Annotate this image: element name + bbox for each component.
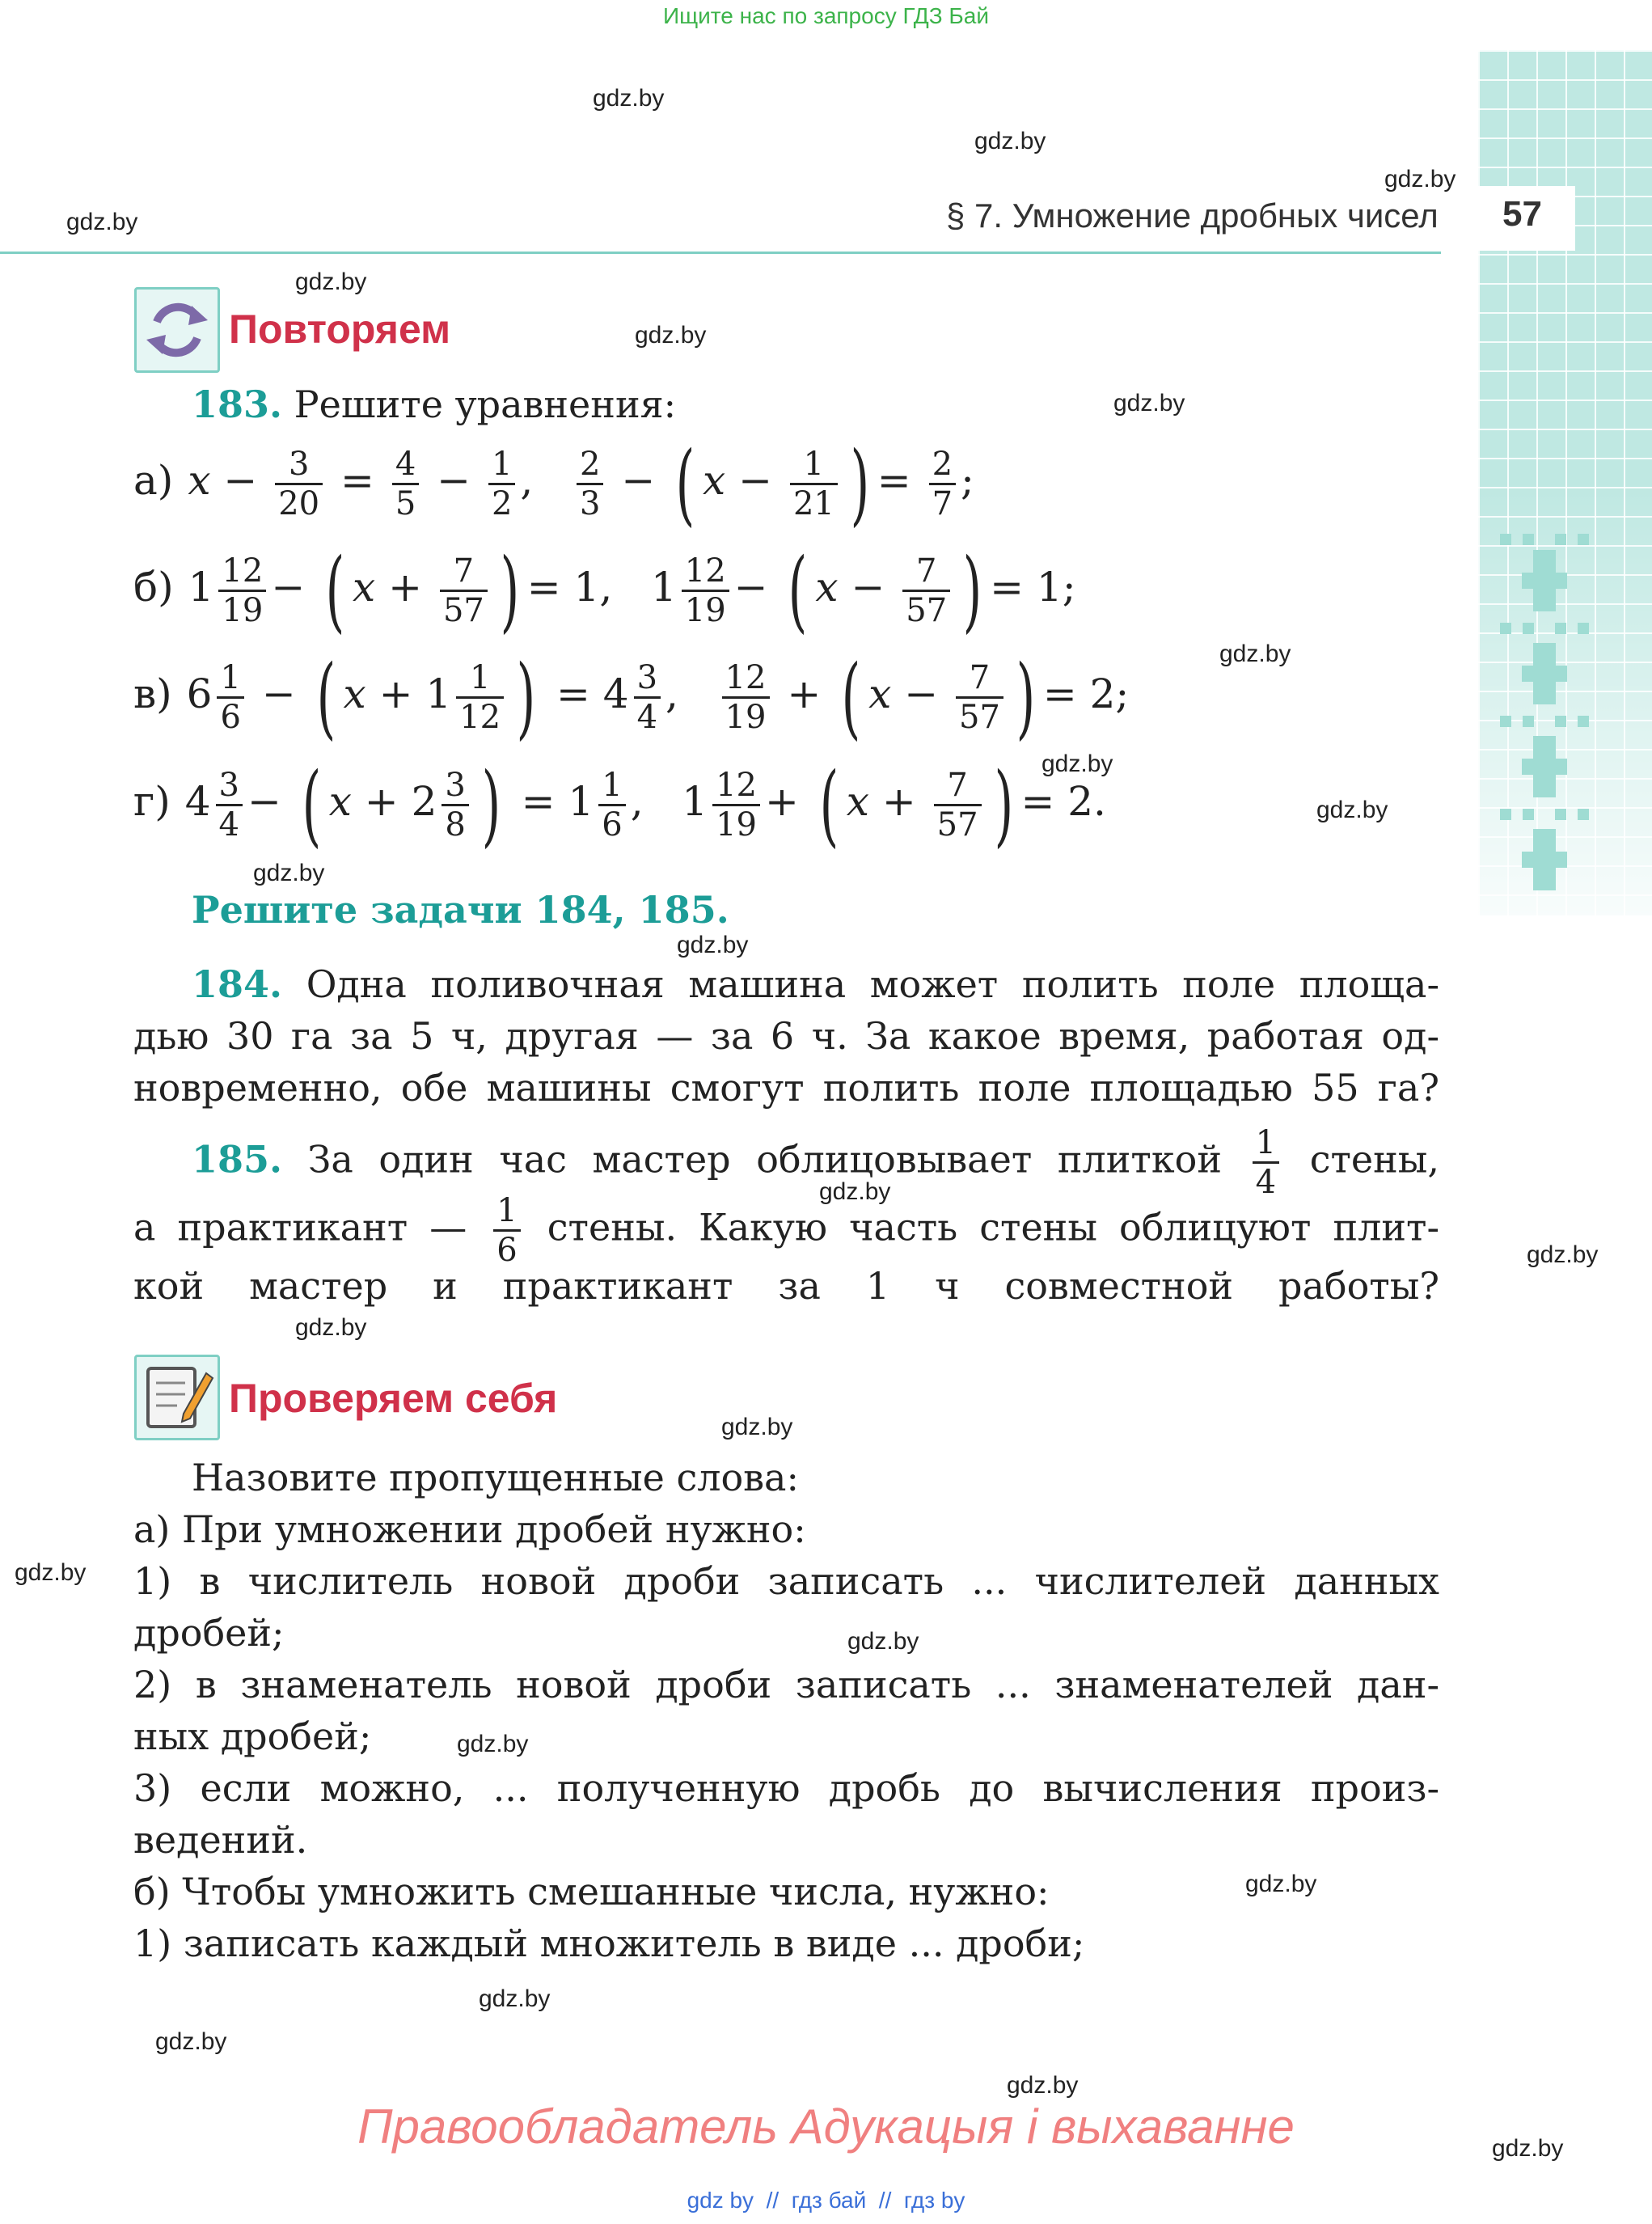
watermark: gdz.by	[479, 1985, 551, 2012]
watermark: gdz.by	[593, 85, 665, 112]
watermark: gdz.by	[1492, 2135, 1564, 2162]
watermark: gdz.by	[1041, 750, 1113, 777]
equation-row-v: в) 6 $\frac{1}{6}$ − ( x + 1 $\frac{1}{12}$ ) = 4 $\frac{3}{4}$ , $\frac{12}{19}$ + ( x − $\frac{7}{57}$ ) = 2;	[133, 645, 1130, 749]
copyright-text: Правообладатель Адукацыя і выхаванне	[357, 2099, 1295, 2154]
problem-text: стены. Какую часть стены облицуют плит-	[547, 1205, 1439, 1249]
check-item: ных дробей;	[133, 1715, 372, 1758]
watermark: gdz.by	[635, 322, 707, 349]
top-banner[interactable]: Ищите нас по запросу ГДЗ Бай	[662, 3, 990, 28]
problem-183	[192, 378, 676, 430]
problem-text: Решите уравнения:	[294, 383, 677, 426]
page-number: 57	[1502, 194, 1542, 234]
watermark: gdz.by	[1527, 1241, 1599, 1268]
check-item: б) Чтобы умножить смешанные числа, нужно:	[133, 1870, 1050, 1913]
check-intro: Назовите пропущенные слова:	[192, 1456, 799, 1499]
watermark: gdz.by	[847, 1628, 919, 1655]
check-item: 3) если можно, ... полученную дробь до вычисления произ-	[133, 1766, 1439, 1810]
problem-185: 185. За один час мастер облицовывает плиткой $\frac{1}{4}$ стены, а практикант — $\frac{1}{6}$ стены. Какую часть стены облицуют плит- кой мастер и практикант за 1 ч совместной работы?	[133, 1124, 1439, 1312]
problem-text: стены,	[1309, 1137, 1440, 1182]
problem-text: За один час мастер облицовывает плиткой	[307, 1137, 1222, 1182]
watermark: gdz.by	[15, 1559, 87, 1586]
check-list	[133, 1452, 1439, 1969]
solve-heading: Решите задачи 184, 185.	[192, 888, 729, 932]
watermark: gdz.by	[253, 860, 325, 886]
watermark: gdz.by	[1219, 641, 1291, 667]
watermark: gdz.by	[721, 1414, 793, 1440]
problem-number: 185.	[192, 1137, 283, 1182]
watermark: gdz.by	[677, 932, 749, 958]
row-label: б)	[133, 564, 174, 611]
watermark: gdz.by	[819, 1178, 891, 1205]
watermark: gdz.by	[295, 268, 367, 295]
check-item: 1) в числитель новой дроби записать ... числителей данных	[133, 1559, 1439, 1603]
problem-number: 184.	[192, 962, 283, 1006]
equation-row-a: а) x − $\frac{3}{20}$ = $\frac{4}{5}$ − $\frac{1}{2}$ , $\frac{2}{3}$ − ( x − $\frac{1}{21}$ ) = $\frac{2}{7}$ ;	[133, 432, 974, 535]
row-label: в)	[133, 670, 172, 717]
cycle-arrows-icon	[134, 287, 220, 373]
problem-text: Одна поливочная машина может полить поле площа-	[306, 962, 1439, 1006]
row-label: а)	[133, 457, 174, 504]
watermark: gdz.by	[974, 128, 1046, 154]
row-label: г)	[133, 778, 171, 825]
watermark: gdz.by	[1384, 166, 1456, 192]
check-item: а) При умножении дробей нужно:	[133, 1507, 806, 1551]
section-header: § 7. Умножение дробных чисел	[946, 197, 1439, 235]
watermark: gdz.by	[1245, 1871, 1317, 1897]
problem-text: новременно, обе машины смогут полить поле площадью 55 га?	[133, 1066, 1439, 1110]
watermark: gdz.by	[1007, 2072, 1079, 2099]
check-item: 1) записать каждый множитель в виде ... дроби;	[133, 1922, 1085, 1965]
section-title-check: Проверяем себя	[229, 1376, 558, 1421]
equation-row-g: г) 4 $\frac{3}{4}$ − ( x + 2 $\frac{3}{8}$ ) = 1 $\frac{1}{6}$ , 1 $\frac{12}{19}$ + ( x + $\frac{7}{57}$ ) = 2.	[133, 753, 1106, 856]
header-rule	[0, 252, 1441, 254]
check-item: дробей;	[133, 1611, 285, 1655]
problem-text: а практикант —	[133, 1205, 467, 1249]
watermark: gdz.by	[457, 1731, 529, 1757]
problem-text: кой мастер и практикант за 1 ч совместной работы?	[133, 1264, 1439, 1308]
tablet-pencil-icon	[134, 1355, 220, 1440]
section-title-repeat: Повторяем	[229, 307, 451, 352]
watermark: gdz.by	[66, 209, 138, 235]
equation-row-b: б) 1 $\frac{12}{19}$ − ( x + $\frac{7}{57}$ ) = 1, 1 $\frac{12}{19}$ − ( x − $\frac{7}{57}$ ) = 1;	[133, 539, 1076, 642]
ornament-icon	[1500, 534, 1589, 906]
watermark: gdz.by	[1113, 390, 1185, 416]
problem-number: 183.	[192, 383, 283, 426]
footer-links[interactable]: gdz by // гдз бай // гдз by	[687, 2188, 965, 2213]
check-item: 2) в знаменатель новой дроби записать ... знаменателей дан-	[133, 1663, 1439, 1706]
watermark: gdz.by	[155, 2028, 227, 2055]
problem-184	[133, 958, 1439, 1114]
watermark: gdz.by	[295, 1314, 367, 1341]
watermark: gdz.by	[1316, 797, 1388, 823]
problem-text: дью 30 га за 5 ч, другая — за 6 ч. За какое время, работая од-	[133, 1014, 1439, 1058]
check-item: ведений.	[133, 1818, 308, 1862]
